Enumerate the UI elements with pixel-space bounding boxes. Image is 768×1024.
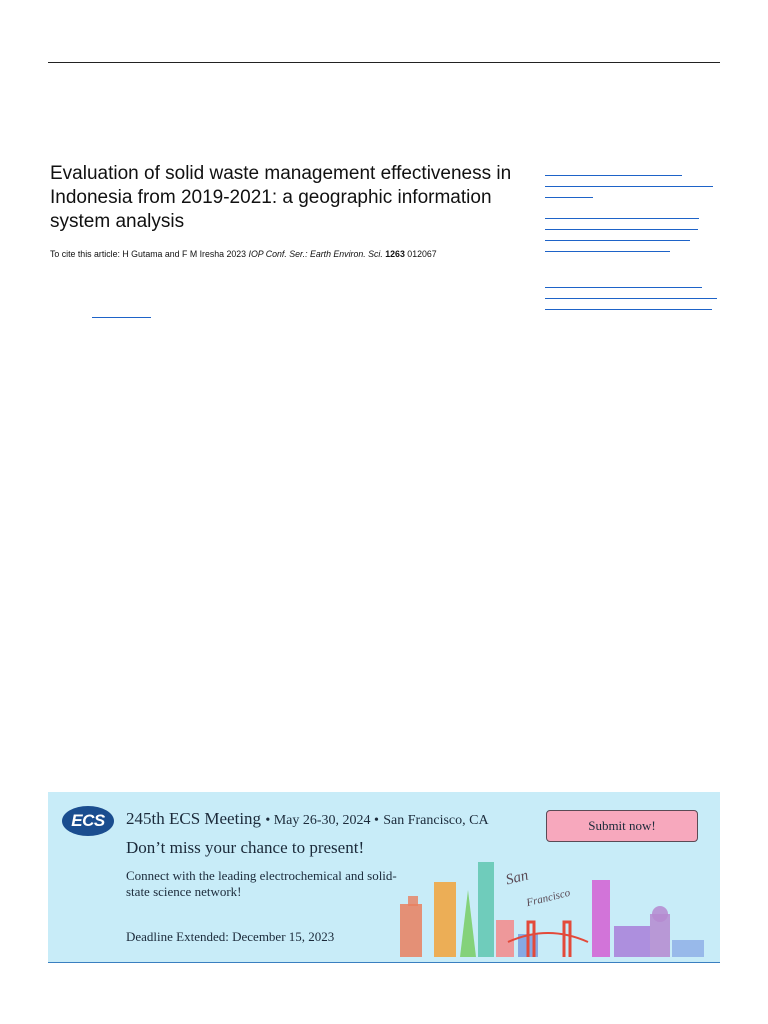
banner-tagline: Don’t miss your chance to present! [126, 838, 365, 857]
ecs-logo: ECS [62, 806, 114, 836]
banner-bottom-rule [48, 962, 720, 963]
top-rule [48, 62, 720, 63]
san-script-text: San [504, 867, 530, 889]
banner-headline [126, 809, 489, 829]
related-link-3[interactable] [545, 277, 720, 310]
meeting-location: San Francisco, CA [383, 813, 489, 828]
citation-journal: IOP Conf. Ser.: Earth Environ. Sci. [248, 249, 383, 259]
citation-volume: 1263 [385, 249, 405, 259]
banner-deadline: Deadline Extended: December 15, 2023 [126, 929, 335, 944]
meeting-name: 245th ECS Meeting [126, 809, 262, 828]
francisco-script-text: Francisco [525, 886, 572, 910]
san-francisco-skyline-illustration [388, 852, 708, 957]
article-title: Evaluation of solid waste management effectiveness in Indonesia from 2019-2021: a geographic information system analysis [50, 163, 512, 232]
related-link-2[interactable] [545, 208, 720, 252]
citation-line [50, 249, 530, 259]
citation-prefix: To cite this article: H Gutama and F M Iresha 2023 [50, 249, 249, 259]
ecs-meeting-banner[interactable] [48, 792, 720, 962]
related-link-1[interactable] [545, 165, 720, 198]
submit-now-button[interactable]: Submit now! [546, 810, 698, 842]
view-article-link[interactable] [92, 305, 151, 318]
citation-article-number: 012067 [407, 249, 437, 259]
banner-description: Connect with the leading electrochemical and solid-state science network! [126, 868, 397, 899]
meeting-dates: • May 26-30, 2024 • [265, 813, 379, 828]
